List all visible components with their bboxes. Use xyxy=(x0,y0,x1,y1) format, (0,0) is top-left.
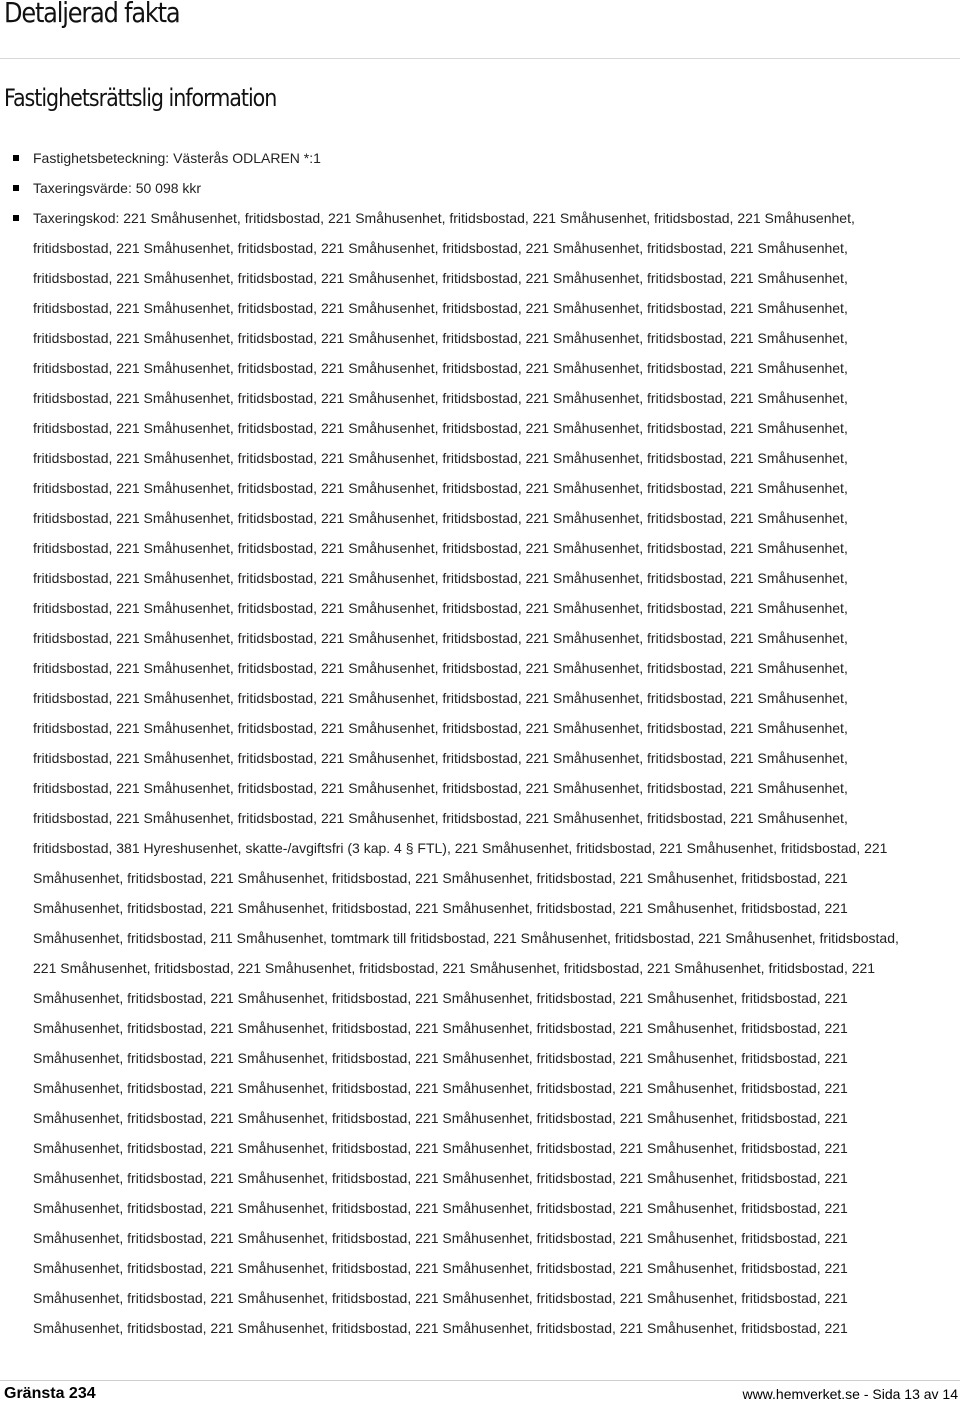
taxeringskod-text xyxy=(33,203,960,1343)
taxeringskod-line: Småhusenhet, fritidsbostad, 221 Småhusenhet, fritidsbostad, 221 Småhusenhet, fritidsbostad, 221 Småhusenhet, fritidsbostad, 221 xyxy=(33,1200,848,1216)
taxeringskod-line: fritidsbostad, 221 Småhusenhet, fritidsbostad, 221 Småhusenhet, fritidsbostad, 221 Småhusenhet, fritidsbostad, 221 Småhusenhet, xyxy=(33,600,848,616)
footer-divider xyxy=(0,1380,960,1381)
list-item-taxeringsvarde xyxy=(0,173,960,203)
taxeringskod-line: Småhusenhet, fritidsbostad, 221 Småhusenhet, fritidsbostad, 221 Småhusenhet, fritidsbostad, 221 Småhusenhet, fritidsbostad, 221 xyxy=(33,1020,848,1036)
section-title: Fastighetsrättslig information xyxy=(4,84,277,112)
taxeringskod-line: Småhusenhet, fritidsbostad, 221 Småhusenhet, fritidsbostad, 221 Småhusenhet, fritidsbostad, 221 Småhusenhet, fritidsbostad, 221 xyxy=(33,1050,848,1066)
bullet-icon xyxy=(13,155,19,161)
bullet-icon xyxy=(13,185,19,191)
taxeringskod-line: fritidsbostad, 221 Småhusenhet, fritidsbostad, 221 Småhusenhet, fritidsbostad, 221 Småhusenhet, fritidsbostad, 221 Småhusenhet, xyxy=(33,480,848,496)
taxeringskod-line: Småhusenhet, fritidsbostad, 221 Småhusenhet, fritidsbostad, 221 Småhusenhet, fritidsbostad, 221 Småhusenhet, fritidsbostad, 221 xyxy=(33,1230,848,1246)
footer-page-info: www.hemverket.se - Sida 13 av 14 xyxy=(742,1386,958,1402)
taxeringskod-line: Småhusenhet, fritidsbostad, 221 Småhusenhet, fritidsbostad, 221 Småhusenhet, fritidsbostad, 221 Småhusenhet, fritidsbostad, 221 xyxy=(33,1320,848,1336)
taxeringskod-line: fritidsbostad, 221 Småhusenhet, fritidsbostad, 221 Småhusenhet, fritidsbostad, 221 Småhusenhet, fritidsbostad, 221 Småhusenhet, xyxy=(33,360,848,376)
list-item-fastighetsbeteckning xyxy=(0,143,960,173)
taxeringskod-line: fritidsbostad, 221 Småhusenhet, fritidsbostad, 221 Småhusenhet, fritidsbostad, 221 Småhusenhet, fritidsbostad, 221 Småhusenhet, xyxy=(33,540,848,556)
taxeringskod-line: fritidsbostad, 221 Småhusenhet, fritidsbostad, 221 Småhusenhet, fritidsbostad, 221 Småhusenhet, fritidsbostad, 221 Småhusenhet, xyxy=(33,330,848,346)
taxeringskod-line: fritidsbostad, 221 Småhusenhet, fritidsbostad, 221 Småhusenhet, fritidsbostad, 221 Småhusenhet, fritidsbostad, 221 Småhusenhet, xyxy=(33,810,848,826)
taxeringskod-line: Småhusenhet, fritidsbostad, 221 Småhusenhet, fritidsbostad, 221 Småhusenhet, fritidsbostad, 221 Småhusenhet, fritidsbostad, 221 xyxy=(33,1260,848,1276)
taxeringskod-line: fritidsbostad, 221 Småhusenhet, fritidsbostad, 221 Småhusenhet, fritidsbostad, 221 Småhusenhet, fritidsbostad, 221 Småhusenhet, xyxy=(33,630,848,646)
fact-list xyxy=(0,143,960,1343)
taxeringskod-line: fritidsbostad, 221 Småhusenhet, fritidsbostad, 221 Småhusenhet, fritidsbostad, 221 Småhusenhet, fritidsbostad, 221 Småhusenhet, xyxy=(33,240,848,256)
taxeringskod-line: Småhusenhet, fritidsbostad, 221 Småhusenhet, fritidsbostad, 221 Småhusenhet, fritidsbostad, 221 Småhusenhet, fritidsbostad, 221 xyxy=(33,1170,848,1186)
taxeringskod-line: Småhusenhet, fritidsbostad, 211 Småhusenhet, tomtmark till fritidsbostad, 221 Småhusenhet, fritidsbostad, 221 Småhusenhet, fritidsbostad, xyxy=(33,930,899,946)
fact-text: Taxeringsvärde: 50 098 kkr xyxy=(33,180,202,196)
page-title: Detaljerad fakta xyxy=(4,0,180,29)
taxeringskod-line: 221 Småhusenhet, fritidsbostad, 221 Småhusenhet, fritidsbostad, 221 Småhusenhet, fritidsbostad, 221 Småhusenhet, fritidsbostad, 221 xyxy=(33,960,876,976)
taxeringskod-line: Småhusenhet, fritidsbostad, 221 Småhusenhet, fritidsbostad, 221 Småhusenhet, fritidsbostad, 221 Småhusenhet, fritidsbostad, 221 xyxy=(33,1290,848,1306)
taxeringskod-line: Småhusenhet, fritidsbostad, 221 Småhusenhet, fritidsbostad, 221 Småhusenhet, fritidsbostad, 221 Småhusenhet, fritidsbostad, 221 xyxy=(33,990,848,1006)
fact-text: Fastighetsbeteckning: Västerås ODLAREN *:1 xyxy=(33,150,321,166)
taxeringskod-line: fritidsbostad, 221 Småhusenhet, fritidsbostad, 221 Småhusenhet, fritidsbostad, 221 Småhusenhet, fritidsbostad, 221 Småhusenhet, xyxy=(33,660,848,676)
taxeringskod-line: Småhusenhet, fritidsbostad, 221 Småhusenhet, fritidsbostad, 221 Småhusenhet, fritidsbostad, 221 Småhusenhet, fritidsbostad, 221 xyxy=(33,870,848,886)
footer-property-name: Gränsta 234 xyxy=(4,1385,96,1402)
heading-divider xyxy=(0,58,960,59)
taxeringskod-line: fritidsbostad, 381 Hyreshusenhet, skatte-/avgiftsfri (3 kap. 4 § FTL), 221 Småhusenhet, fritidsbostad, 221 Småhusenhet, fritidsbostad, 221 xyxy=(33,840,888,856)
taxeringskod-line: Taxeringskod: 221 Småhusenhet, fritidsbostad, 221 Småhusenhet, fritidsbostad, 221 Småhusenhet, fritidsbostad, 221 Småhusenhet, xyxy=(33,210,855,226)
taxeringskod-line: fritidsbostad, 221 Småhusenhet, fritidsbostad, 221 Småhusenhet, fritidsbostad, 221 Småhusenhet, fritidsbostad, 221 Småhusenhet, xyxy=(33,720,848,736)
taxeringskod-line: fritidsbostad, 221 Småhusenhet, fritidsbostad, 221 Småhusenhet, fritidsbostad, 221 Småhusenhet, fritidsbostad, 221 Småhusenhet, xyxy=(33,300,848,316)
taxeringskod-line: Småhusenhet, fritidsbostad, 221 Småhusenhet, fritidsbostad, 221 Småhusenhet, fritidsbostad, 221 Småhusenhet, fritidsbostad, 221 xyxy=(33,1110,848,1126)
taxeringskod-line: fritidsbostad, 221 Småhusenhet, fritidsbostad, 221 Småhusenhet, fritidsbostad, 221 Småhusenhet, fritidsbostad, 221 Småhusenhet, xyxy=(33,270,848,286)
taxeringskod-line: fritidsbostad, 221 Småhusenhet, fritidsbostad, 221 Småhusenhet, fritidsbostad, 221 Småhusenhet, fritidsbostad, 221 Småhusenhet, xyxy=(33,780,848,796)
taxeringskod-line: fritidsbostad, 221 Småhusenhet, fritidsbostad, 221 Småhusenhet, fritidsbostad, 221 Småhusenhet, fritidsbostad, 221 Småhusenhet, xyxy=(33,690,848,706)
taxeringskod-line: Småhusenhet, fritidsbostad, 221 Småhusenhet, fritidsbostad, 221 Småhusenhet, fritidsbostad, 221 Småhusenhet, fritidsbostad, 221 xyxy=(33,1080,848,1096)
list-item-taxeringskod xyxy=(0,203,960,1343)
taxeringskod-line: fritidsbostad, 221 Småhusenhet, fritidsbostad, 221 Småhusenhet, fritidsbostad, 221 Småhusenhet, fritidsbostad, 221 Småhusenhet, xyxy=(33,510,848,526)
bullet-icon xyxy=(13,215,19,221)
taxeringskod-line: fritidsbostad, 221 Småhusenhet, fritidsbostad, 221 Småhusenhet, fritidsbostad, 221 Småhusenhet, fritidsbostad, 221 Småhusenhet, xyxy=(33,390,848,406)
taxeringskod-line: fritidsbostad, 221 Småhusenhet, fritidsbostad, 221 Småhusenhet, fritidsbostad, 221 Småhusenhet, fritidsbostad, 221 Småhusenhet, xyxy=(33,750,848,766)
taxeringskod-line: fritidsbostad, 221 Småhusenhet, fritidsbostad, 221 Småhusenhet, fritidsbostad, 221 Småhusenhet, fritidsbostad, 221 Småhusenhet, xyxy=(33,420,848,436)
taxeringskod-line: fritidsbostad, 221 Småhusenhet, fritidsbostad, 221 Småhusenhet, fritidsbostad, 221 Småhusenhet, fritidsbostad, 221 Småhusenhet, xyxy=(33,570,848,586)
taxeringskod-line: fritidsbostad, 221 Småhusenhet, fritidsbostad, 221 Småhusenhet, fritidsbostad, 221 Småhusenhet, fritidsbostad, 221 Småhusenhet, xyxy=(33,450,848,466)
taxeringskod-line: Småhusenhet, fritidsbostad, 221 Småhusenhet, fritidsbostad, 221 Småhusenhet, fritidsbostad, 221 Småhusenhet, fritidsbostad, 221 xyxy=(33,1140,848,1156)
taxeringskod-line: Småhusenhet, fritidsbostad, 221 Småhusenhet, fritidsbostad, 221 Småhusenhet, fritidsbostad, 221 Småhusenhet, fritidsbostad, 221 xyxy=(33,900,848,916)
